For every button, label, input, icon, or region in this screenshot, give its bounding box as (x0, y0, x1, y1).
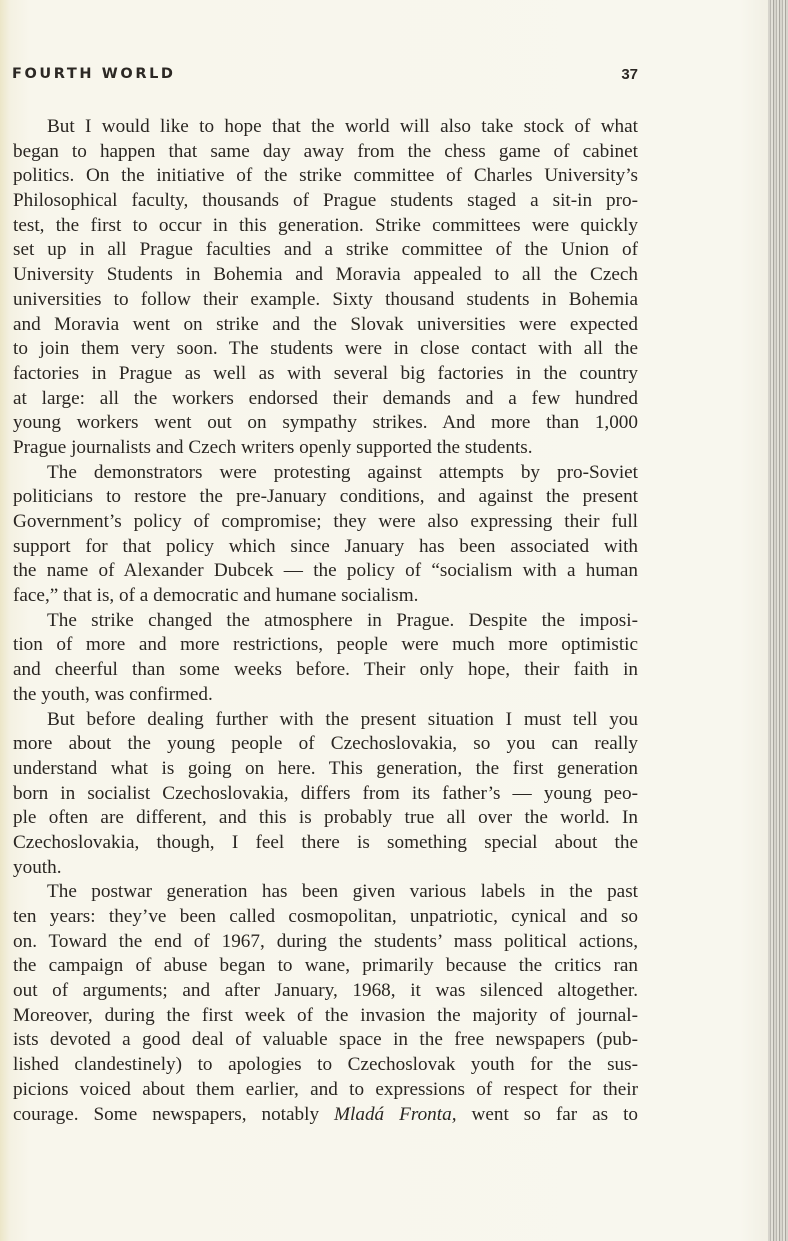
text-line: born in socialist Czechoslovakia, differs from its father’s — young peo- (13, 782, 638, 804)
text-segment: went so far as to (456, 1103, 638, 1125)
text-line: support for that policy which since January has been associated with (13, 535, 638, 557)
text-line: The postwar generation has been given various labels in the past (47, 881, 638, 903)
text-line: face,” that is, of a democratic and humane socialism. (13, 585, 419, 607)
text-line: universities to follow their example. Sixty thousand students in Bohemia (13, 288, 638, 310)
text-line: picions voiced about them earlier, and to expressions of respect for their (13, 1078, 638, 1100)
text-line: politics. On the initiative of the strike committee of Charles University’s (13, 165, 638, 187)
text-line: Government’s policy of compromise; they were also expressing their full (13, 511, 638, 532)
text-line: the campaign of abuse began to wane, primarily because the critics ran (13, 955, 638, 977)
text-line: to join them very soon. The students were in close contact with all the (13, 338, 638, 360)
paragraph (13, 708, 638, 881)
body-text (13, 115, 638, 1127)
text-line: The demonstrators were protesting against attempts by pro-Soviet (47, 461, 638, 483)
chapter-title: FOURTH WORLD (12, 66, 176, 82)
text-line: began to happen that same day away from the chess game of cabinet (13, 140, 638, 162)
text-line: ists devoted a good deal of valuable space in the free newspapers (pub- (13, 1029, 638, 1051)
running-head (12, 66, 638, 86)
text-line: understand what is going on here. This generation, the first generation (13, 757, 638, 779)
text-line: youth. (13, 856, 62, 878)
text-line: Philosophical faculty, thousands of Prague students staged a sit-in pro- (13, 190, 638, 212)
text-line: Prague journalists and Czech writers openly supported the students. (13, 436, 533, 458)
text-line: factories in Prague as well as with several big factories in the country (13, 362, 638, 384)
page-edge (768, 0, 788, 1241)
text-line: tion of more and more restrictions, people were much more optimistic (13, 634, 638, 656)
text-line: the youth, was confirmed. (13, 683, 213, 705)
text-line: University Students in Bohemia and Moravia appealed to all the Czech (13, 264, 638, 286)
page-number: 37 (621, 66, 638, 83)
text-line: on. Toward the end of 1967, during the students’ mass political actions, (13, 930, 638, 952)
paragraph (13, 461, 638, 609)
text-line: Czechoslovakia, though, I feel there is something special about the (13, 831, 638, 853)
text-line: the name of Alexander Dubcek — the policy of “socialism with a human (13, 560, 638, 582)
text-line: But I would like to hope that the world will also take stock of what (47, 116, 638, 137)
text-line: ten years: they’ve been called cosmopolitan, unpatriotic, cynical and so (13, 906, 638, 927)
text-line: and cheerful than some weeks before. Their only hope, their faith in (13, 659, 638, 681)
text-segment: courage. Some newspapers, notably (13, 1103, 335, 1125)
paragraph (13, 880, 638, 1127)
text-line: out of arguments; and after January, 1968, it was silenced altogether. (13, 980, 638, 1002)
newspaper-title: Mladá Fronta, (334, 1103, 457, 1125)
paragraph (13, 609, 638, 708)
text-line: Moreover, during the first week of the invasion the majority of journal- (13, 1004, 638, 1026)
text-line: and Moravia went on strike and the Slovak universities were expected (13, 313, 638, 335)
text-line: set up in all Prague faculties and a strike committee of the Union of (13, 239, 638, 261)
text-line: more about the young people of Czechoslovakia, so you can really (13, 733, 638, 755)
text-line: lished clandestinely) to apologies to Czechoslovak youth for the sus- (13, 1054, 638, 1076)
text-line: ple often are different, and this is probably true all over the world. In (13, 807, 638, 829)
text-line: test, the first to occur in this generation. Strike committees were quickly (13, 214, 638, 236)
paragraph (13, 115, 638, 461)
text-line: The strike changed the atmosphere in Prague. Despite the imposi- (47, 609, 638, 631)
text-line: at large: all the workers endorsed their demands and a few hundred (13, 387, 638, 409)
text-line: politicians to restore the pre-January conditions, and against the present (13, 486, 638, 508)
text-line: young workers went out on sympathy strikes. And more than 1,000 (13, 412, 638, 434)
text-line (13, 1103, 638, 1128)
text-line: But before dealing further with the present situation I must tell you (47, 708, 638, 730)
